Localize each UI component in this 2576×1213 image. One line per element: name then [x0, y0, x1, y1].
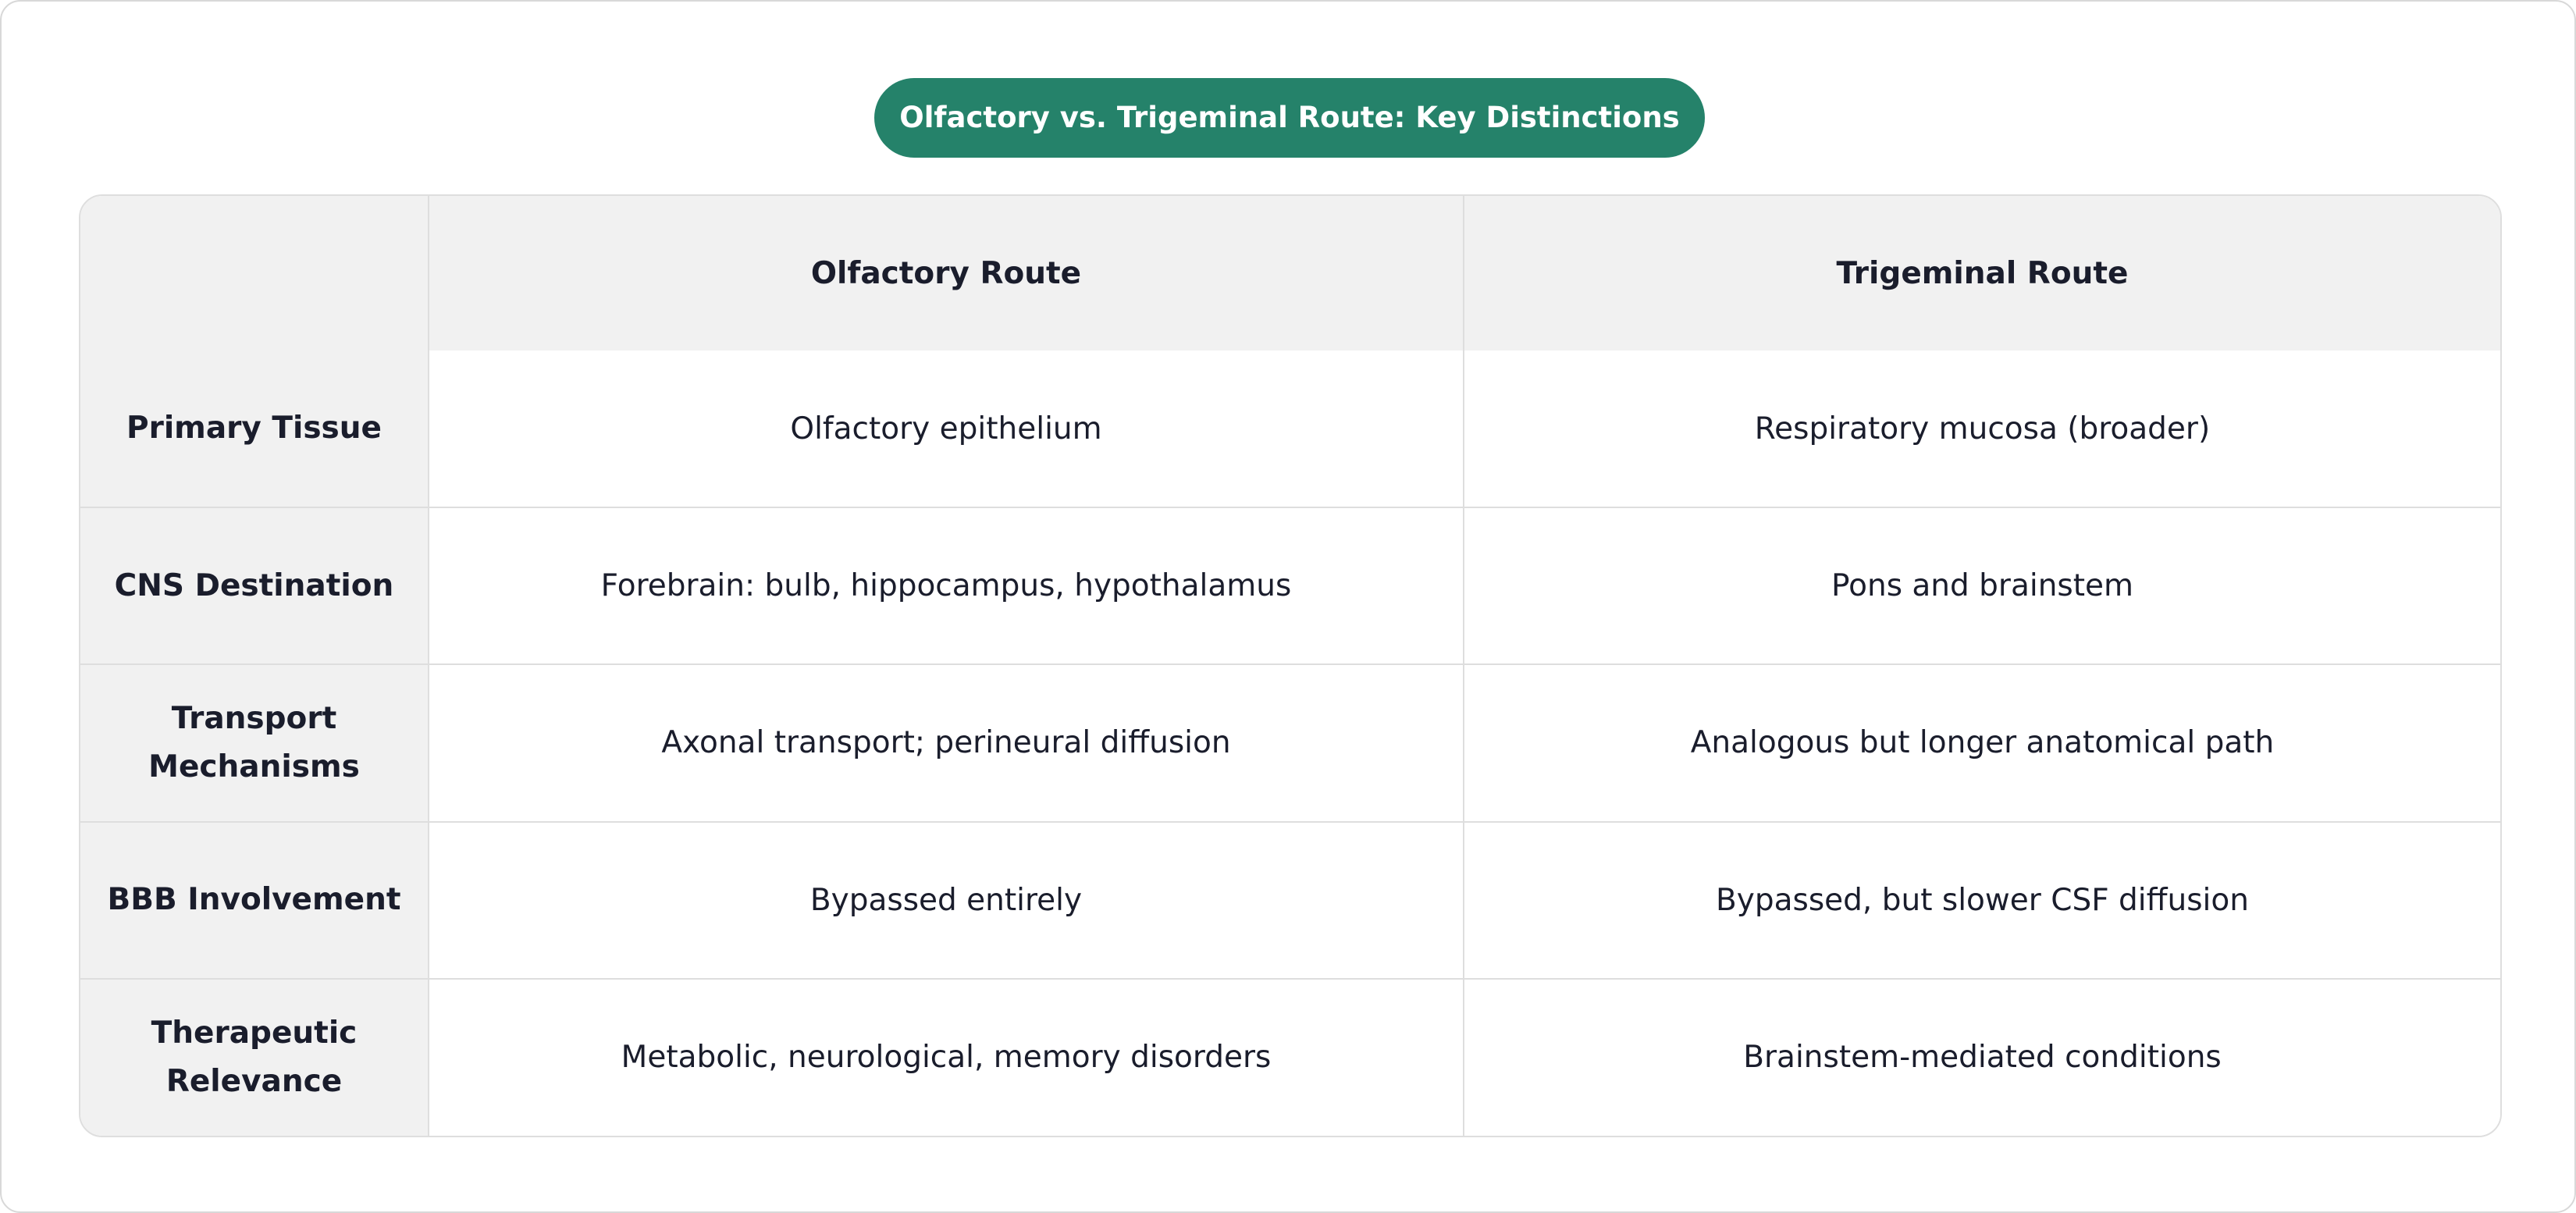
row-label-therapeutic-relevance: Therapeutic Relevance — [80, 979, 429, 1136]
comparison-table-card — [79, 194, 2502, 1137]
cell-trigeminal: Respiratory mucosa (broader) — [1464, 350, 2500, 507]
table-row — [80, 664, 2500, 821]
row-label-bbb-involvement: BBB Involvement — [80, 822, 429, 979]
cell-trigeminal: Brainstem-mediated conditions — [1464, 979, 2500, 1136]
header-trigeminal-route: Trigeminal Route — [1464, 196, 2500, 350]
cell-olfactory: Olfactory epithelium — [429, 350, 1464, 507]
row-label-transport-mechanisms: Transport Mechanisms — [80, 664, 429, 821]
row-label-primary-tissue: Primary Tissue — [80, 350, 429, 507]
table-row — [80, 822, 2500, 979]
cell-olfactory: Forebrain: bulb, hippocampus, hypothalamus — [429, 507, 1464, 664]
table-row — [80, 507, 2500, 664]
table-row — [80, 350, 2500, 507]
cell-trigeminal: Pons and brainstem — [1464, 507, 2500, 664]
page-title: Olfactory vs. Trigeminal Route: Key Distinctions — [874, 78, 1705, 158]
cell-olfactory: Axonal transport; perineural diffusion — [429, 664, 1464, 821]
cell-trigeminal: Bypassed, but slower CSF diffusion — [1464, 822, 2500, 979]
header-corner-cell — [80, 196, 429, 350]
cell-trigeminal: Analogous but longer anatomical path — [1464, 664, 2500, 821]
table-header-row — [80, 196, 2500, 350]
row-label-cns-destination: CNS Destination — [80, 507, 429, 664]
cell-olfactory: Metabolic, neurological, memory disorders — [429, 979, 1464, 1136]
cell-olfactory: Bypassed entirely — [429, 822, 1464, 979]
table-row — [80, 979, 2500, 1136]
header-olfactory-route: Olfactory Route — [429, 196, 1464, 350]
comparison-table — [80, 196, 2500, 1136]
